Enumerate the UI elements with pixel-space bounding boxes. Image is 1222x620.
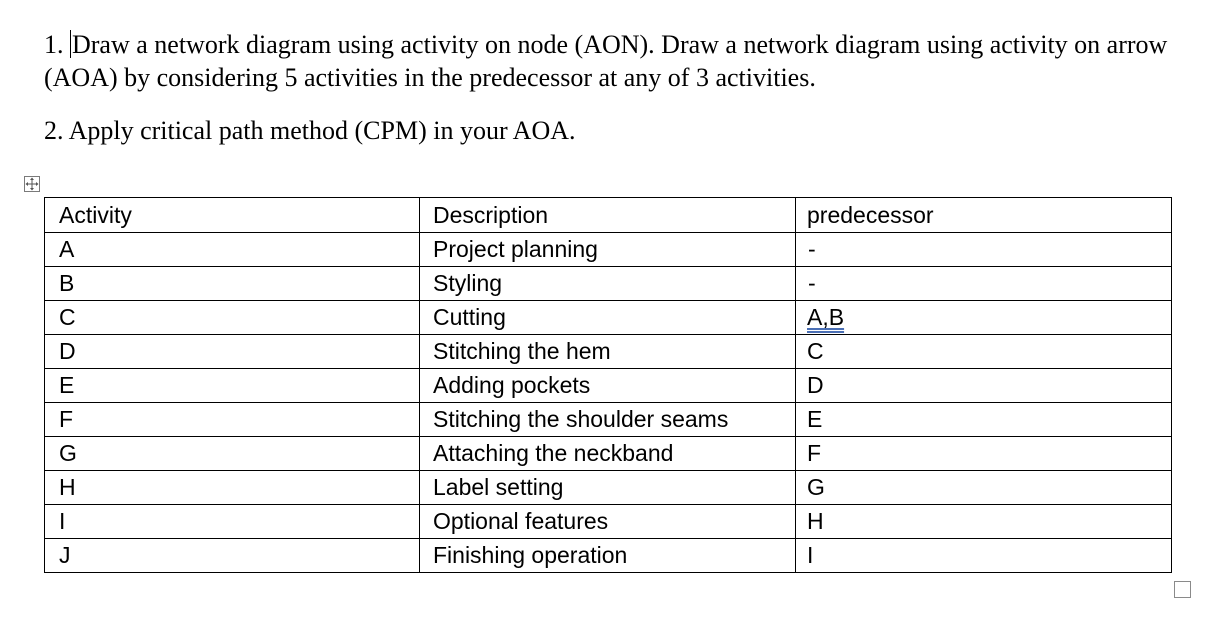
cell-activity[interactable]: G bbox=[45, 437, 420, 471]
predecessor-value: - bbox=[808, 270, 816, 296]
predecessor-value: - bbox=[808, 236, 816, 262]
table-move-handle[interactable] bbox=[24, 176, 40, 192]
cell-description[interactable]: Label setting bbox=[420, 471, 796, 505]
header-predecessor[interactable]: predecessor bbox=[796, 198, 1172, 233]
table-row bbox=[45, 471, 1172, 505]
table-resize-icon[interactable] bbox=[1174, 581, 1191, 598]
cell-description[interactable]: Stitching the shoulder seams bbox=[420, 403, 796, 437]
cell-description[interactable]: Optional features bbox=[420, 505, 796, 539]
table-row bbox=[45, 301, 1172, 335]
question-1-text: Draw a network diagram using activity on node (AON). Draw a network diagram using activity on arrow (AOA) by considering 5 activities in the predecessor at any of 3 activities. bbox=[44, 30, 1168, 92]
cell-activity[interactable]: F bbox=[45, 403, 420, 437]
cell-description[interactable]: Cutting bbox=[420, 301, 796, 335]
question-1-number: 1. bbox=[44, 30, 70, 59]
cell-predecessor[interactable] bbox=[796, 267, 1172, 301]
cell-predecessor[interactable]: I bbox=[796, 539, 1172, 573]
table-row bbox=[45, 233, 1172, 267]
cell-description[interactable]: Adding pockets bbox=[420, 369, 796, 403]
cell-predecessor[interactable]: D bbox=[796, 369, 1172, 403]
cell-predecessor[interactable] bbox=[796, 301, 1172, 335]
cell-predecessor[interactable]: E bbox=[796, 403, 1172, 437]
cell-activity[interactable]: I bbox=[45, 505, 420, 539]
table-row bbox=[45, 403, 1172, 437]
move-arrows-icon bbox=[25, 177, 39, 191]
question-2: 2. Apply critical path method (CPM) in your AOA. bbox=[44, 116, 576, 145]
table-header-row bbox=[45, 198, 1172, 233]
cell-predecessor[interactable]: H bbox=[796, 505, 1172, 539]
cell-activity[interactable]: D bbox=[45, 335, 420, 369]
cell-description[interactable]: Project planning bbox=[420, 233, 796, 267]
cell-description[interactable]: Stitching the hem bbox=[420, 335, 796, 369]
cell-predecessor[interactable]: G bbox=[796, 471, 1172, 505]
header-description[interactable]: Description bbox=[420, 198, 796, 233]
table-row bbox=[45, 505, 1172, 539]
cell-activity[interactable]: B bbox=[45, 267, 420, 301]
cell-description[interactable]: Styling bbox=[420, 267, 796, 301]
cell-predecessor[interactable] bbox=[796, 233, 1172, 267]
cell-predecessor[interactable]: F bbox=[796, 437, 1172, 471]
text-cursor bbox=[70, 30, 71, 58]
cell-activity[interactable]: C bbox=[45, 301, 420, 335]
activity-table bbox=[44, 197, 1172, 573]
cell-activity[interactable]: E bbox=[45, 369, 420, 403]
cell-description[interactable]: Attaching the neckband bbox=[420, 437, 796, 471]
cell-activity[interactable]: J bbox=[45, 539, 420, 573]
table-row bbox=[45, 437, 1172, 471]
cell-activity[interactable]: A bbox=[45, 233, 420, 267]
cell-activity[interactable]: H bbox=[45, 471, 420, 505]
cell-description[interactable]: Finishing operation bbox=[420, 539, 796, 573]
table-row bbox=[45, 539, 1172, 573]
table-row bbox=[45, 267, 1172, 301]
header-activity[interactable]: Activity bbox=[45, 198, 420, 233]
cell-predecessor[interactable]: C bbox=[796, 335, 1172, 369]
predecessor-value: A,B bbox=[807, 304, 845, 330]
table-row bbox=[45, 335, 1172, 369]
table-row bbox=[45, 369, 1172, 403]
question-1 bbox=[44, 28, 1184, 94]
